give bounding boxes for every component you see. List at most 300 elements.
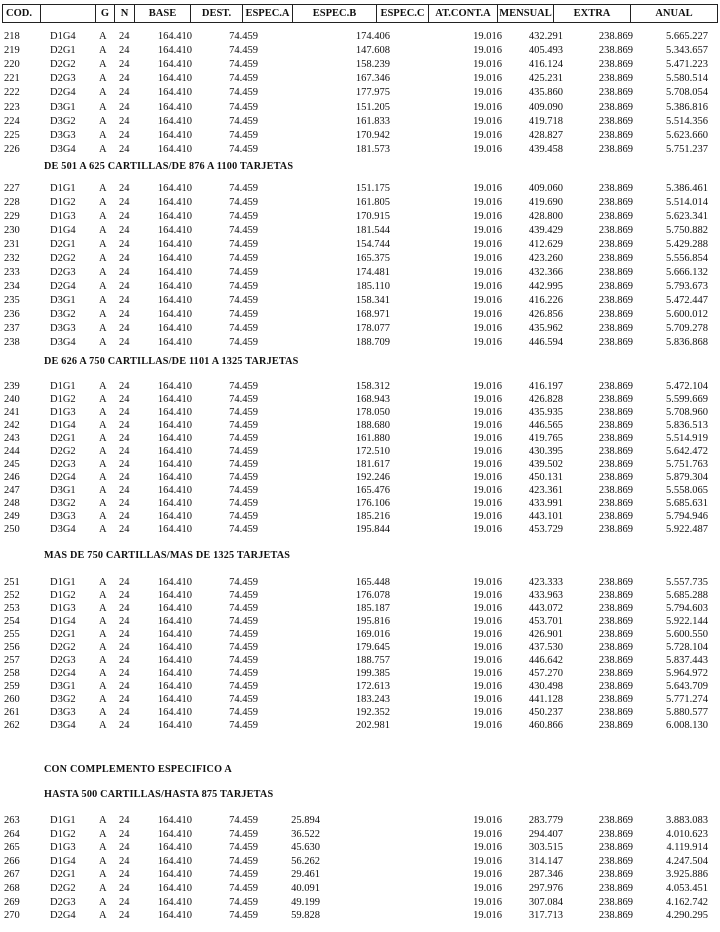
cell-extra: 238.869 bbox=[598, 31, 633, 42]
col-espec-c: ESPEC.C bbox=[377, 5, 429, 22]
cell-at-cont-a: 19.016 bbox=[473, 183, 502, 194]
cell-group: A bbox=[99, 31, 107, 42]
cell-mensual: 419.690 bbox=[528, 197, 563, 208]
cell-group: A bbox=[99, 694, 107, 705]
cell-dest: 74.459 bbox=[229, 59, 258, 71]
table-row bbox=[0, 472, 720, 484]
cell-group: A bbox=[99, 267, 107, 278]
cell-at-cont-a: 19.016 bbox=[473, 720, 502, 731]
cell-anual: 5.751.237 bbox=[666, 143, 708, 155]
cell-code: 259 bbox=[4, 681, 20, 692]
cell-extra: 238.869 bbox=[598, 420, 633, 431]
cell-dest: 74.459 bbox=[229, 394, 258, 405]
cell-group: A bbox=[99, 910, 107, 922]
cell-class: D2G2 bbox=[50, 446, 76, 457]
cell-n: 24 bbox=[119, 511, 130, 522]
cell-n: 24 bbox=[119, 197, 130, 208]
cell-n: 24 bbox=[119, 73, 130, 85]
table-header bbox=[2, 4, 718, 23]
cell-class: D1G2 bbox=[50, 197, 76, 208]
cell-espec-b: 195.844 bbox=[355, 524, 390, 535]
table-row bbox=[0, 720, 720, 732]
cell-anual: 5.600.550 bbox=[666, 629, 708, 640]
cell-espec-b: 188.680 bbox=[355, 420, 390, 431]
cell-extra: 238.869 bbox=[598, 842, 633, 854]
cell-base: 164.410 bbox=[157, 694, 192, 705]
cell-mensual: 409.060 bbox=[528, 183, 563, 194]
cell-base: 164.410 bbox=[157, 59, 192, 71]
cell-code: 252 bbox=[4, 590, 20, 601]
cell-code: 269 bbox=[4, 896, 20, 908]
cell-class: D1G1 bbox=[50, 577, 76, 588]
cell-base: 164.410 bbox=[157, 31, 192, 42]
table-row bbox=[0, 829, 720, 841]
cell-code: 253 bbox=[4, 603, 20, 614]
cell-group: A bbox=[99, 896, 107, 908]
cell-dest: 74.459 bbox=[229, 655, 258, 666]
cell-at-cont-a: 19.016 bbox=[473, 31, 502, 42]
cell-n: 24 bbox=[119, 433, 130, 444]
cell-espec-b: 172.613 bbox=[355, 681, 390, 692]
cell-n: 24 bbox=[119, 59, 130, 71]
cell-group: A bbox=[99, 239, 107, 250]
cell-espec-b: 185.187 bbox=[355, 603, 390, 614]
table-row bbox=[0, 616, 720, 628]
cell-base: 164.410 bbox=[157, 225, 192, 236]
cell-base: 164.410 bbox=[157, 828, 192, 840]
cell-mensual: 419.765 bbox=[528, 433, 563, 444]
cell-n: 24 bbox=[119, 394, 130, 405]
cell-at-cont-a: 19.016 bbox=[473, 668, 502, 679]
cell-code: 220 bbox=[4, 59, 20, 71]
cell-dest: 74.459 bbox=[229, 45, 258, 57]
cell-dest: 74.459 bbox=[229, 869, 258, 881]
cell-mensual: 416.197 bbox=[528, 381, 563, 392]
cell-anual: 5.794.603 bbox=[666, 603, 708, 614]
cell-n: 24 bbox=[119, 129, 130, 141]
cell-mensual: 412.629 bbox=[528, 239, 563, 250]
cell-anual: 5.922.144 bbox=[666, 616, 708, 627]
table-row bbox=[0, 883, 720, 895]
cell-anual: 5.709.278 bbox=[666, 323, 708, 334]
cell-espec-a: 29.461 bbox=[291, 869, 320, 881]
cell-anual: 5.685.288 bbox=[666, 590, 708, 601]
cell-mensual: 297.976 bbox=[528, 883, 563, 894]
cell-dest: 74.459 bbox=[229, 883, 258, 894]
cell-group: A bbox=[99, 446, 107, 457]
cell-n: 24 bbox=[119, 87, 130, 99]
cell-extra: 238.869 bbox=[598, 498, 633, 509]
cell-n: 24 bbox=[119, 420, 130, 431]
cell-anual: 5.794.946 bbox=[666, 511, 708, 522]
cell-anual: 5.471.223 bbox=[666, 59, 708, 71]
cell-base: 164.410 bbox=[157, 446, 192, 457]
cell-group: A bbox=[99, 101, 107, 113]
cell-base: 164.410 bbox=[157, 896, 192, 908]
cell-mensual: 314.147 bbox=[528, 855, 563, 867]
cell-class: D3G2 bbox=[50, 498, 76, 509]
cell-mensual: 439.502 bbox=[528, 459, 563, 470]
cell-espec-b: 202.981 bbox=[355, 720, 390, 731]
cell-base: 164.410 bbox=[157, 394, 192, 405]
cell-anual: 5.556.854 bbox=[666, 253, 708, 264]
cell-n: 24 bbox=[119, 267, 130, 278]
cell-anual: 5.666.132 bbox=[666, 267, 708, 278]
cell-at-cont-a: 19.016 bbox=[473, 629, 502, 640]
cell-n: 24 bbox=[119, 323, 130, 334]
cell-n: 24 bbox=[119, 707, 130, 718]
cell-group: A bbox=[99, 681, 107, 692]
table-row bbox=[0, 856, 720, 868]
cell-group: A bbox=[99, 498, 107, 509]
cell-code: 247 bbox=[4, 485, 20, 496]
cell-anual: 5.685.631 bbox=[666, 498, 708, 509]
table-row bbox=[0, 629, 720, 641]
cell-code: 234 bbox=[4, 281, 20, 292]
table-row bbox=[0, 73, 720, 85]
cell-extra: 238.869 bbox=[598, 381, 633, 392]
cell-dest: 74.459 bbox=[229, 115, 258, 127]
cell-code: 249 bbox=[4, 511, 20, 522]
cell-extra: 238.869 bbox=[598, 629, 633, 640]
cell-class: D3G2 bbox=[50, 309, 76, 320]
table-row bbox=[0, 337, 720, 349]
cell-espec-a: 45.630 bbox=[291, 842, 320, 854]
cell-code: 232 bbox=[4, 253, 20, 264]
cell-espec-b: 168.943 bbox=[355, 394, 390, 405]
cell-base: 164.410 bbox=[157, 73, 192, 85]
cell-code: 248 bbox=[4, 498, 20, 509]
cell-anual: 5.386.461 bbox=[666, 183, 708, 194]
cell-mensual: 423.333 bbox=[528, 577, 563, 588]
cell-group: A bbox=[99, 524, 107, 535]
cell-class: D3G4 bbox=[50, 720, 76, 731]
cell-base: 164.410 bbox=[157, 498, 192, 509]
cell-code: 239 bbox=[4, 381, 20, 392]
cell-base: 164.410 bbox=[157, 616, 192, 627]
cell-mensual: 283.779 bbox=[528, 815, 563, 826]
cell-code: 245 bbox=[4, 459, 20, 470]
cell-mensual: 426.856 bbox=[528, 309, 563, 320]
cell-code: 265 bbox=[4, 842, 20, 854]
cell-espec-b: 161.833 bbox=[355, 115, 390, 127]
cell-code: 254 bbox=[4, 616, 20, 627]
table-row bbox=[0, 590, 720, 602]
cell-at-cont-a: 19.016 bbox=[473, 855, 502, 867]
cell-code: 219 bbox=[4, 45, 20, 57]
cell-group: A bbox=[99, 197, 107, 208]
cell-class: D3G2 bbox=[50, 115, 76, 127]
cell-mensual: 435.962 bbox=[528, 323, 563, 334]
cell-extra: 238.869 bbox=[598, 681, 633, 692]
cell-at-cont-a: 19.016 bbox=[473, 143, 502, 155]
cell-class: D2G3 bbox=[50, 655, 76, 666]
cell-dest: 74.459 bbox=[229, 197, 258, 208]
cell-class: D1G3 bbox=[50, 603, 76, 614]
cell-n: 24 bbox=[119, 143, 130, 155]
cell-espec-b: 192.246 bbox=[355, 472, 390, 483]
cell-n: 24 bbox=[119, 253, 130, 264]
table-row bbox=[0, 694, 720, 706]
cell-anual: 5.836.513 bbox=[666, 420, 708, 431]
cell-extra: 238.869 bbox=[598, 183, 633, 194]
cell-at-cont-a: 19.016 bbox=[473, 910, 502, 922]
cell-at-cont-a: 19.016 bbox=[473, 225, 502, 236]
table-row bbox=[0, 394, 720, 406]
cell-espec-b: 151.205 bbox=[355, 101, 390, 113]
cell-espec-b: 179.645 bbox=[355, 642, 390, 653]
cell-mensual: 430.498 bbox=[528, 681, 563, 692]
cell-dest: 74.459 bbox=[229, 420, 258, 431]
cell-code: 242 bbox=[4, 420, 20, 431]
cell-mensual: 457.270 bbox=[528, 668, 563, 679]
cell-n: 24 bbox=[119, 896, 130, 908]
cell-extra: 238.869 bbox=[598, 87, 633, 99]
cell-dest: 74.459 bbox=[229, 524, 258, 535]
cell-at-cont-a: 19.016 bbox=[473, 485, 502, 496]
cell-base: 164.410 bbox=[157, 707, 192, 718]
cell-anual: 5.557.735 bbox=[666, 577, 708, 588]
cell-n: 24 bbox=[119, 472, 130, 483]
cell-base: 164.410 bbox=[157, 281, 192, 292]
cell-extra: 238.869 bbox=[598, 323, 633, 334]
cell-group: A bbox=[99, 143, 107, 155]
cell-at-cont-a: 19.016 bbox=[473, 524, 502, 535]
cell-class: D2G4 bbox=[50, 281, 76, 292]
cell-mensual: 453.701 bbox=[528, 616, 563, 627]
cell-code: 264 bbox=[4, 828, 20, 840]
cell-dest: 74.459 bbox=[229, 707, 258, 718]
cell-base: 164.410 bbox=[157, 681, 192, 692]
cell-extra: 238.869 bbox=[598, 720, 633, 731]
cell-group: A bbox=[99, 603, 107, 614]
cell-dest: 74.459 bbox=[229, 472, 258, 483]
cell-base: 164.410 bbox=[157, 197, 192, 208]
table-row bbox=[0, 459, 720, 471]
cell-espec-b: 165.448 bbox=[355, 577, 390, 588]
cell-anual: 5.751.763 bbox=[666, 459, 708, 470]
cell-dest: 74.459 bbox=[229, 828, 258, 840]
cell-dest: 74.459 bbox=[229, 101, 258, 113]
cell-dest: 74.459 bbox=[229, 896, 258, 908]
table-row bbox=[0, 183, 720, 195]
cell-at-cont-a: 19.016 bbox=[473, 295, 502, 306]
cell-at-cont-a: 19.016 bbox=[473, 45, 502, 57]
cell-group: A bbox=[99, 869, 107, 881]
cell-code: 258 bbox=[4, 668, 20, 679]
cell-dest: 74.459 bbox=[229, 910, 258, 922]
cell-group: A bbox=[99, 115, 107, 127]
cell-at-cont-a: 19.016 bbox=[473, 281, 502, 292]
cell-extra: 238.869 bbox=[598, 694, 633, 705]
cell-n: 24 bbox=[119, 883, 130, 894]
cell-group: A bbox=[99, 511, 107, 522]
cell-base: 164.410 bbox=[157, 590, 192, 601]
table-row bbox=[0, 910, 720, 922]
cell-n: 24 bbox=[119, 720, 130, 731]
cell-code: 270 bbox=[4, 910, 20, 922]
cell-dest: 74.459 bbox=[229, 211, 258, 222]
cell-espec-a: 49.199 bbox=[291, 896, 320, 908]
table-row bbox=[0, 681, 720, 693]
cell-mensual: 442.995 bbox=[528, 281, 563, 292]
cell-code: 244 bbox=[4, 446, 20, 457]
cell-dest: 74.459 bbox=[229, 642, 258, 653]
cell-code: 231 bbox=[4, 239, 20, 250]
cell-extra: 238.869 bbox=[598, 668, 633, 679]
cell-code: 224 bbox=[4, 115, 20, 127]
cell-n: 24 bbox=[119, 855, 130, 867]
col-cod: COD. bbox=[3, 5, 41, 22]
cell-code: 227 bbox=[4, 183, 20, 194]
cell-mensual: 426.901 bbox=[528, 629, 563, 640]
cell-espec-b: 161.880 bbox=[355, 433, 390, 444]
cell-dest: 74.459 bbox=[229, 720, 258, 731]
cell-group: A bbox=[99, 407, 107, 418]
col-base: BASE bbox=[135, 5, 191, 22]
cell-base: 164.410 bbox=[157, 883, 192, 894]
cell-dest: 74.459 bbox=[229, 629, 258, 640]
cell-code: 266 bbox=[4, 855, 20, 867]
cell-n: 24 bbox=[119, 225, 130, 236]
cell-dest: 74.459 bbox=[229, 73, 258, 85]
cell-class: D1G2 bbox=[50, 828, 76, 840]
cell-class: D2G2 bbox=[50, 253, 76, 264]
cell-n: 24 bbox=[119, 281, 130, 292]
cell-base: 164.410 bbox=[157, 720, 192, 731]
cell-class: D2G2 bbox=[50, 642, 76, 653]
cell-base: 164.410 bbox=[157, 211, 192, 222]
cell-base: 164.410 bbox=[157, 323, 192, 334]
cell-extra: 238.869 bbox=[598, 616, 633, 627]
cell-code: 260 bbox=[4, 694, 20, 705]
cell-n: 24 bbox=[119, 842, 130, 854]
cell-extra: 238.869 bbox=[598, 295, 633, 306]
cell-anual: 5.665.227 bbox=[666, 31, 708, 42]
cell-base: 164.410 bbox=[157, 87, 192, 99]
cell-anual: 5.514.014 bbox=[666, 197, 708, 208]
cell-code: 262 bbox=[4, 720, 20, 731]
cell-espec-b: 181.573 bbox=[355, 143, 390, 155]
cell-mensual: 437.530 bbox=[528, 642, 563, 653]
cell-group: A bbox=[99, 720, 107, 731]
cell-group: A bbox=[99, 281, 107, 292]
cell-class: D3G4 bbox=[50, 337, 76, 348]
cell-anual: 5.643.709 bbox=[666, 681, 708, 692]
cell-group: A bbox=[99, 323, 107, 334]
table-row bbox=[0, 511, 720, 523]
cell-anual: 6.008.130 bbox=[666, 720, 708, 731]
cell-espec-b: 172.510 bbox=[355, 446, 390, 457]
section-title: HASTA 500 CARTILLAS/HASTA 875 TARJETAS bbox=[44, 789, 274, 800]
cell-extra: 238.869 bbox=[598, 655, 633, 666]
cell-mensual: 439.429 bbox=[528, 225, 563, 236]
cell-class: D2G1 bbox=[50, 869, 76, 881]
cell-base: 164.410 bbox=[157, 655, 192, 666]
section-title: DE 626 A 750 CARTILLAS/DE 1101 A 1325 TARJETAS bbox=[44, 356, 299, 367]
cell-group: A bbox=[99, 485, 107, 496]
cell-class: D3G1 bbox=[50, 101, 76, 113]
table-row bbox=[0, 239, 720, 251]
cell-anual: 3.925.886 bbox=[666, 869, 708, 881]
cell-n: 24 bbox=[119, 309, 130, 320]
table-row bbox=[0, 225, 720, 237]
cell-class: D1G3 bbox=[50, 407, 76, 418]
cell-group: A bbox=[99, 616, 107, 627]
table-row bbox=[0, 381, 720, 393]
cell-n: 24 bbox=[119, 910, 130, 922]
cell-espec-b: 158.312 bbox=[355, 381, 390, 392]
cell-group: A bbox=[99, 394, 107, 405]
cell-extra: 238.869 bbox=[598, 59, 633, 71]
table-row bbox=[0, 420, 720, 432]
cell-espec-b: 165.476 bbox=[355, 485, 390, 496]
cell-class: D1G4 bbox=[50, 420, 76, 431]
cell-class: D2G2 bbox=[50, 59, 76, 71]
cell-anual: 5.386.816 bbox=[666, 101, 708, 113]
cell-mensual: 446.565 bbox=[528, 420, 563, 431]
cell-espec-a: 56.262 bbox=[291, 855, 320, 867]
cell-class: D2G3 bbox=[50, 267, 76, 278]
cell-n: 24 bbox=[119, 629, 130, 640]
cell-at-cont-a: 19.016 bbox=[473, 239, 502, 250]
table-row bbox=[0, 130, 720, 142]
cell-class: D3G3 bbox=[50, 511, 76, 522]
cell-extra: 238.869 bbox=[598, 896, 633, 908]
cell-n: 24 bbox=[119, 31, 130, 42]
col-blank bbox=[41, 5, 96, 22]
cell-at-cont-a: 19.016 bbox=[473, 896, 502, 908]
table-row bbox=[0, 446, 720, 458]
cell-base: 164.410 bbox=[157, 603, 192, 614]
cell-group: A bbox=[99, 253, 107, 264]
cell-espec-a: 59.828 bbox=[291, 910, 320, 922]
cell-group: A bbox=[99, 211, 107, 222]
cell-mensual: 428.827 bbox=[528, 129, 563, 141]
cell-at-cont-a: 19.016 bbox=[473, 616, 502, 627]
cell-dest: 74.459 bbox=[229, 433, 258, 444]
cell-base: 164.410 bbox=[157, 642, 192, 653]
cell-base: 164.410 bbox=[157, 381, 192, 392]
table-row bbox=[0, 498, 720, 510]
cell-code: 225 bbox=[4, 129, 20, 141]
cell-extra: 238.869 bbox=[598, 309, 633, 320]
cell-anual: 5.964.972 bbox=[666, 668, 708, 679]
cell-espec-b: 168.971 bbox=[355, 309, 390, 320]
cell-espec-b: 178.050 bbox=[355, 407, 390, 418]
cell-class: D1G3 bbox=[50, 842, 76, 854]
cell-extra: 238.869 bbox=[598, 337, 633, 348]
cell-mensual: 307.084 bbox=[528, 896, 563, 908]
cell-class: D1G2 bbox=[50, 394, 76, 405]
cell-group: A bbox=[99, 309, 107, 320]
cell-mensual: 317.713 bbox=[528, 910, 563, 922]
cell-dest: 74.459 bbox=[229, 143, 258, 155]
cell-at-cont-a: 19.016 bbox=[473, 842, 502, 854]
table-row bbox=[0, 603, 720, 615]
cell-code: 221 bbox=[4, 73, 20, 85]
cell-class: D3G4 bbox=[50, 143, 76, 155]
table-row bbox=[0, 655, 720, 667]
cell-group: A bbox=[99, 472, 107, 483]
cell-class: D2G4 bbox=[50, 668, 76, 679]
cell-extra: 238.869 bbox=[598, 446, 633, 457]
cell-code: 240 bbox=[4, 394, 20, 405]
cell-at-cont-a: 19.016 bbox=[473, 394, 502, 405]
cell-mensual: 453.729 bbox=[528, 524, 563, 535]
cell-anual: 5.623.341 bbox=[666, 211, 708, 222]
cell-base: 164.410 bbox=[157, 143, 192, 155]
